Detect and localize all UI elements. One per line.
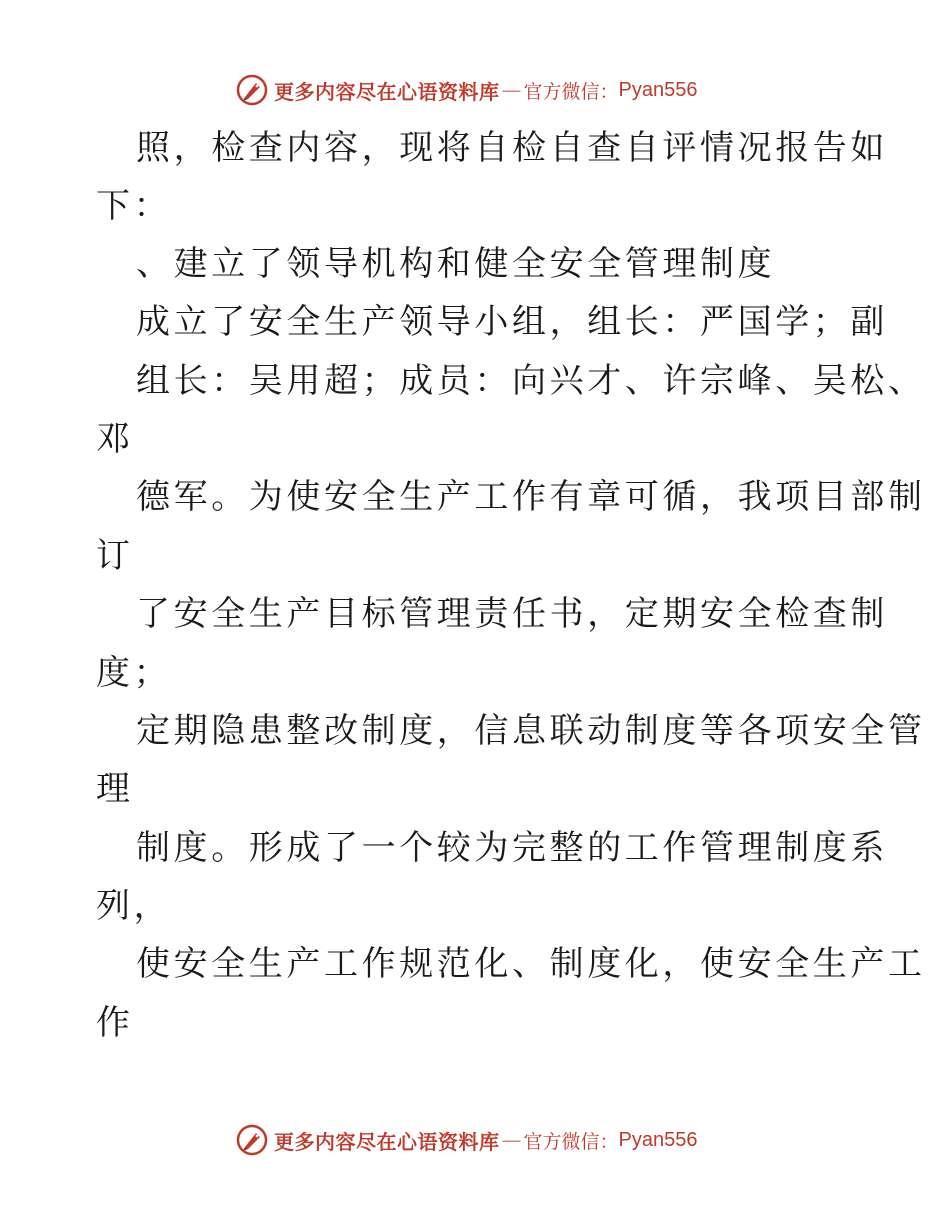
header-brand-text: 更多内容尽在心语资料库 [274, 79, 500, 104]
footer-dash: — [501, 1128, 522, 1152]
body-line: 组长：吴用超；成员：向兴才、许宗峰、吴松、 [136, 361, 926, 401]
header-wechat-id: Pyan556 [618, 78, 698, 101]
pen-nib-logo-icon [236, 74, 268, 106]
body-line: 使安全生产工作规范化、制度化，使安全生产工 [136, 944, 926, 984]
footer-brand-text: 更多内容尽在心语资料库 [274, 1129, 500, 1154]
body-line: 列， [96, 886, 172, 926]
body-line: 订 [96, 536, 134, 576]
header-banner [236, 72, 697, 108]
body-line: 照，检查内容，现将自检自查自评情况报告如 [136, 128, 888, 168]
body-line: 理 [96, 769, 134, 809]
body-line: 德军。为使安全生产工作有章可循，我项目部制 [136, 477, 926, 517]
body-line: 度； [96, 653, 172, 693]
body-line: 成立了安全生产领导小组，组长：严国学；副 [136, 302, 888, 342]
pen-nib-logo-icon [236, 1124, 268, 1156]
footer-wechat-label: 官方微信： [523, 1130, 619, 1153]
header-dash: — [501, 78, 522, 102]
body-line: 了安全生产目标管理责任书，定期安全检查制 [136, 594, 888, 634]
footer-banner [236, 1122, 697, 1158]
body-line: 制度。形成了一个较为完整的工作管理制度系 [136, 828, 888, 868]
header-wechat-label: 官方微信： [523, 80, 619, 103]
body-line: 邓 [96, 419, 134, 459]
body-line: 定期隐患整改制度，信息联动制度等各项安全管 [136, 711, 926, 751]
footer-wechat-id: Pyan556 [618, 1128, 698, 1151]
body-line: 、建立了领导机构和健全安全管理制度 [136, 244, 776, 284]
body-line: 下： [96, 186, 172, 226]
body-line: 作 [96, 1003, 134, 1043]
